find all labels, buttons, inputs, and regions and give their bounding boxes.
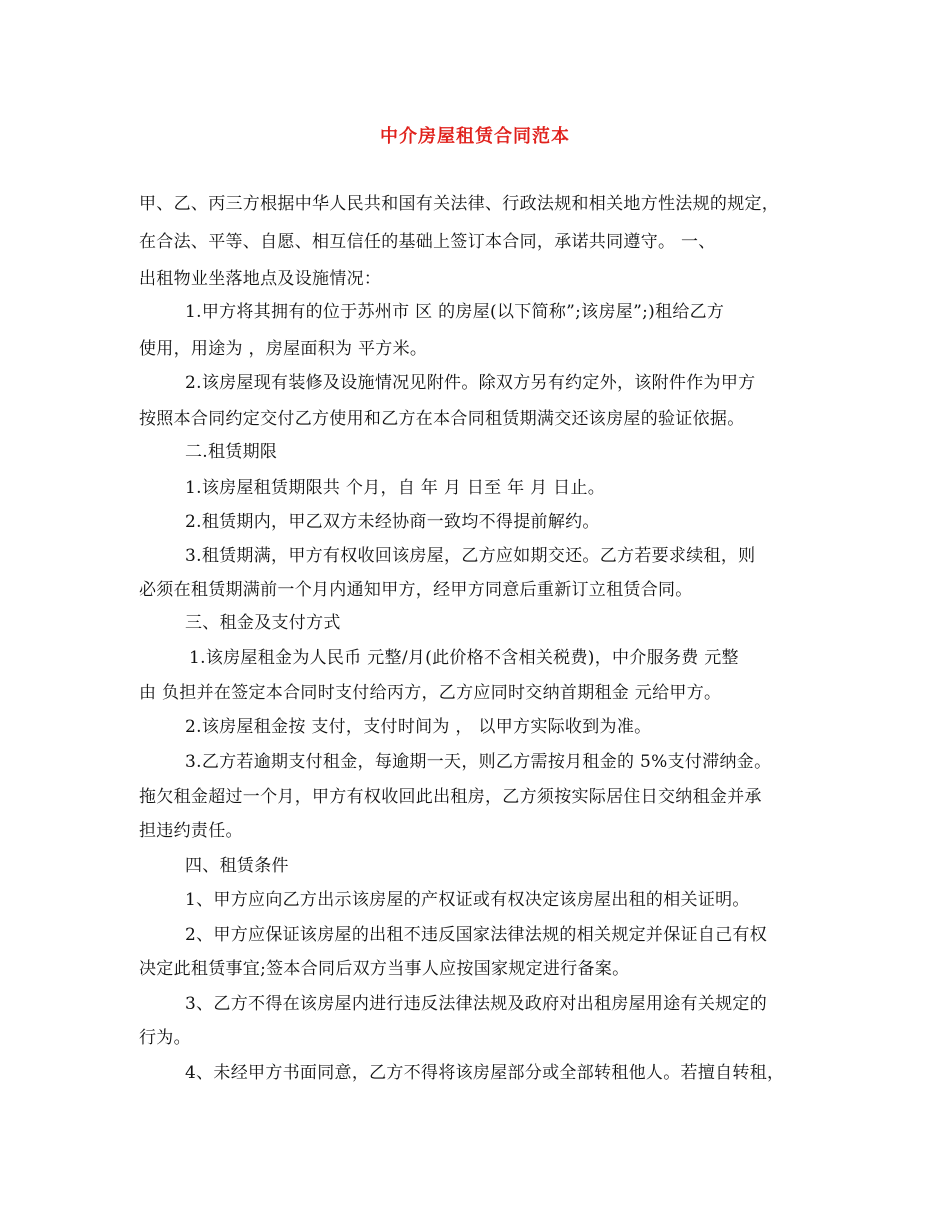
paragraph-line: 担违约责任。 bbox=[139, 821, 243, 841]
paragraph-line: 甲、乙、丙三方根据中华人民共和国有关法律、行政法规和相关地方性法规的规定， bbox=[139, 194, 780, 214]
section-heading: 二.租赁期限 bbox=[185, 442, 278, 462]
clause-line: 1.该房屋租赁期限共 个月，自 年 月 日至 年 月 日止。 bbox=[185, 478, 606, 498]
clause-line: 2.该房屋租金按 支付，支付时间为 ， 以甲方实际收到为准。 bbox=[185, 717, 652, 737]
paragraph-line: 行为。 bbox=[139, 1028, 191, 1048]
clause-line: 2.租赁期内，甲乙双方未经协商一致均不得提前解约。 bbox=[185, 512, 600, 532]
paragraph-line: 决定此租赁事宜;签本合同后双方当事人应按国家规定进行备案。 bbox=[139, 959, 630, 979]
paragraph-line: 必须在租赁期满前一个月内通知甲方，经甲方同意后重新订立租赁合同。 bbox=[139, 580, 693, 600]
clause-line: 2、甲方应保证该房屋的出租不违反国家法律法规的相关规定并保证自己有权 bbox=[185, 925, 768, 945]
paragraph-line: 在合法、平等、自愿、相互信任的基础上签订本合同，承诺共同遵守。 一、 bbox=[139, 232, 716, 252]
paragraph-line: 由 负担并在签定本合同时支付给丙方，乙方应同时交纳首期租金 元给甲方。 bbox=[139, 683, 722, 703]
section-heading: 三、租金及支付方式 bbox=[185, 613, 341, 633]
clause-line: 1.该房屋租金为人民币 元整/月(此价格不含相关税费)，中介服务费 元整 bbox=[189, 648, 739, 668]
section-heading: 四、租赁条件 bbox=[185, 856, 289, 876]
clause-line: 2.该房屋现有装修及设施情况见附件。除双方另有约定外，该附件作为甲方 bbox=[185, 373, 756, 393]
clause-line: 1.甲方将其拥有的位于苏州市 区 的房屋(以下简称”;该房屋”;)租给乙方 bbox=[185, 302, 725, 322]
document-title: 中介房屋租赁合同范本 bbox=[380, 126, 570, 147]
clause-line: 4、未经甲方书面同意，乙方不得将该房屋部分或全部转租他人。若擅自转租， bbox=[185, 1063, 785, 1083]
paragraph-line: 出租物业坐落地点及设施情况： bbox=[139, 269, 382, 289]
clause-line: 3.乙方若逾期支付租金，每逾期一天，则乙方需按月租金的 5%支付滞纳金。 bbox=[185, 752, 772, 772]
clause-line: 1、甲方应向乙方出示该房屋的产权证或有权决定该房屋出租的相关证明。 bbox=[185, 890, 750, 910]
paragraph-line: 拖欠租金超过一个月，甲方有权收回此出租房，乙方须按实际居住日交纳租金并承 bbox=[139, 787, 762, 807]
paragraph-line: 按照本合同约定交付乙方使用和乙方在本合同租赁期满交还该房屋的验证依据。 bbox=[139, 409, 745, 429]
paragraph-line: 使用，用途为 ，房屋面积为 平方米。 bbox=[139, 339, 428, 359]
clause-line: 3、乙方不得在该房屋内进行违反法律法规及政府对出租房屋用途有关规定的 bbox=[185, 994, 768, 1014]
clause-line: 3.租赁期满，甲方有权收回该房屋，乙方应如期交还。乙方若要求续租，则 bbox=[185, 546, 756, 566]
